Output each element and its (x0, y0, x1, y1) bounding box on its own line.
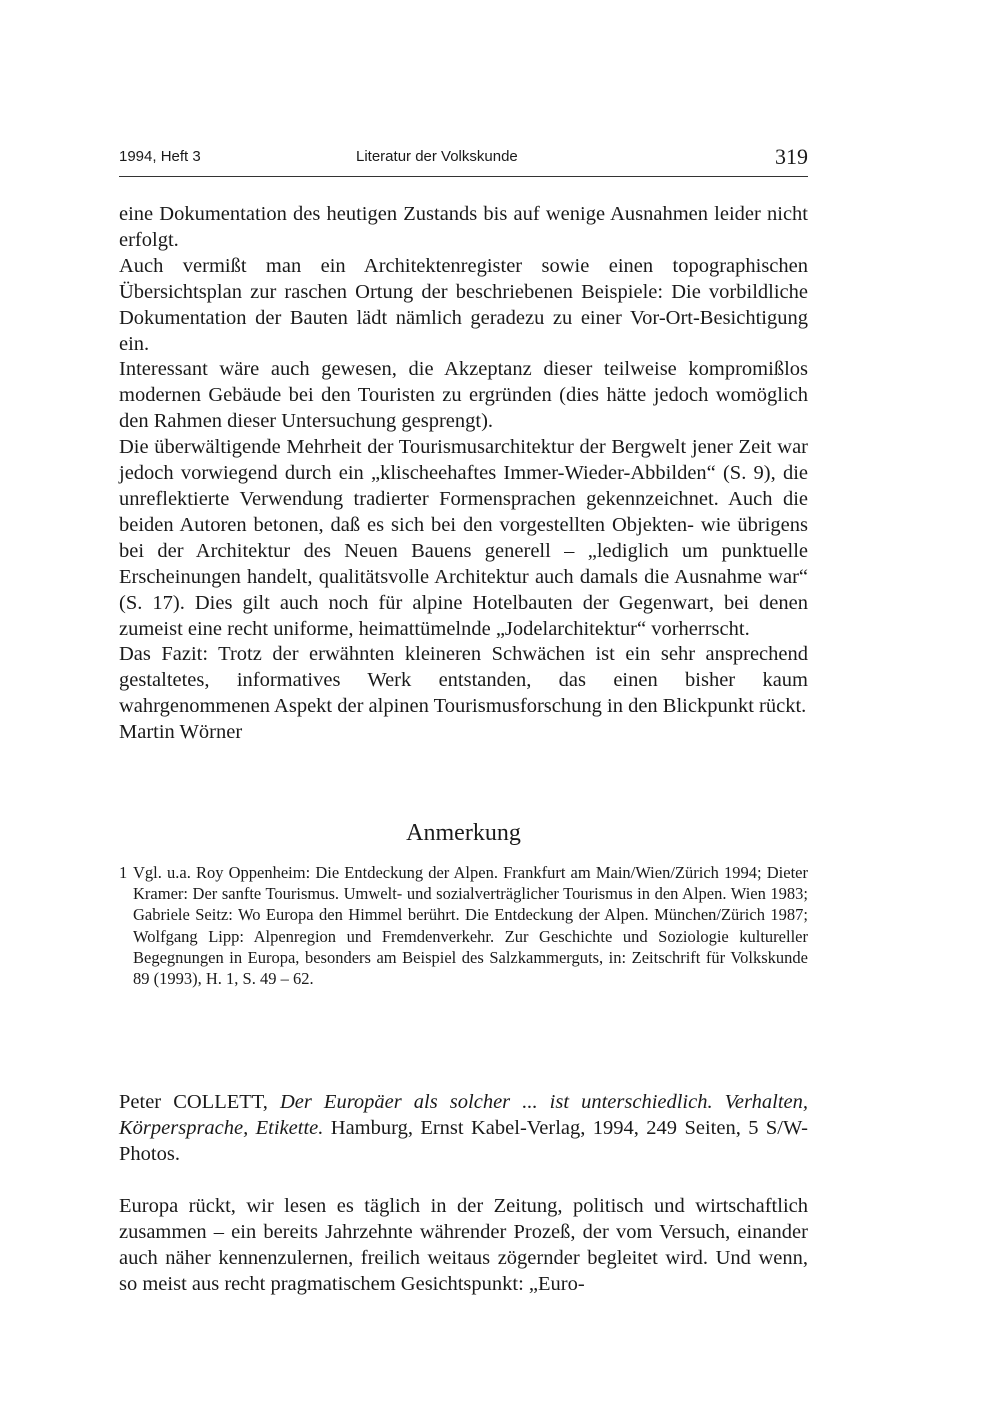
review-body (119, 202, 808, 746)
footnote-number: 1 (119, 863, 128, 882)
paragraph: Auch vermißt man ein Architektenregister sowie einen topographischen Übersichtsplan zur raschen Ortung der beschriebenen Beispiele: Die vorbildliche Dokumentation der Bauten lädt nämlich geradezu zu einer Vor-Ort-Besichtigung ein. (119, 254, 808, 355)
review-publication: Hamburg, Ernst Kabel-Verlag, 1994, 249 Seiten, 5 S/W-Photos. (119, 1117, 808, 1165)
paragraph: Europa rückt, wir lesen es täglich in der Zeitung, politisch und wirtschaftlich zusammen – ein bereits Jahrzehnte währender Prozeß, der vom Versuch, einander auch näher kennenzulernen, freilich weitaus zögernder begleitet wird. Und wenn, so meist aus recht pragmatischem Gesichtspunkt: „Euro- (119, 1195, 808, 1295)
page-number: 319 (775, 144, 808, 169)
paragraph: eine Dokumentation des heutigen Zustands bis auf wenige Ausnahmen leider nicht erfolgt. (119, 203, 808, 251)
paragraph: Das Fazit: Trotz der erwähnten kleineren Schwächen ist ein sehr ansprechend gestaltetes, informatives Werk entstanden, das einen bisher kaum wahrgenommenen Aspekt der alpinen Tourismusforschung in den Blickpunkt rückt. (119, 643, 808, 718)
review-author: Peter COLLETT, (119, 1091, 268, 1113)
footnote (119, 862, 808, 989)
reviewer-signature: Martin Wörner (119, 721, 243, 744)
journal-section-title: Literatur der Volkskunde (356, 148, 518, 165)
review-book-title: Der Europäer als solcher ... ist unterschiedlich. Verhalten, Körpersprache, Etikette. (119, 1091, 808, 1139)
header-rule (119, 176, 808, 177)
paragraph: Interessant wäre auch gewesen, die Akzeptanz dieser teilweise kompromißlos modernen Gebäude bei den Touristen zu ergründen (dies hätte jedoch womöglich den Rahmen dieser Untersuchung gesprengt). (119, 358, 808, 433)
next-review-body (119, 1193, 808, 1297)
running-header (119, 144, 808, 174)
notes-heading: Anmerkung (406, 820, 521, 846)
footnote-text: Vgl. u.a. Roy Oppenheim: Die Entdeckung der Alpen. Frankfurt am Main/Wien/Zürich 1994; Dieter Kramer: Der sanfte Tourismus. Umwelt- und sozialverträglicher Tourismus in den Alpen. Wien 1983; Gabriele Seitz: Wo Europa den Himmel berührt. Die Entdeckung der Alpen. München/Zürich 1987; Wolfgang Lipp: Alpenregion und Fremdenverkehr. Zur Geschichte und Soziologie kultureller Begegnungen in Europa, besonders am Beispiel des Salzkammerguts, in: Zeitschrift für Volkskunde 89 (1993), H. 1, S. 49 – 62. (133, 863, 808, 989)
paragraph: Die überwältigende Mehrheit der Tourismusarchitektur der Bergwelt jener Zeit war jedoch vorwiegend durch ein „klischeehaftes Immer-Wieder-Abbilden“ (S. 9), die unreflektierte Verwendung tradierter Formensprachen gekennzeichnet. Auch die beiden Autoren betonen, daß es sich bei den vorgestellten Objekten- wie übrigens bei der Architektur des Neuen Bauens generell – „lediglich um punktuelle Erscheinungen handelt, qualitätsvolle Architektur auch damals die Ausnahme war“ (S. 17). Dies gilt auch noch für alpine Hotelbauten der Gegenwart, bei denen zumeist eine recht uniforme, heimattümelnde „Jodelarchitektur“ vorherrscht. (119, 436, 808, 640)
next-review-citation (119, 1089, 808, 1167)
issue-label: 1994, Heft 3 (119, 148, 201, 165)
